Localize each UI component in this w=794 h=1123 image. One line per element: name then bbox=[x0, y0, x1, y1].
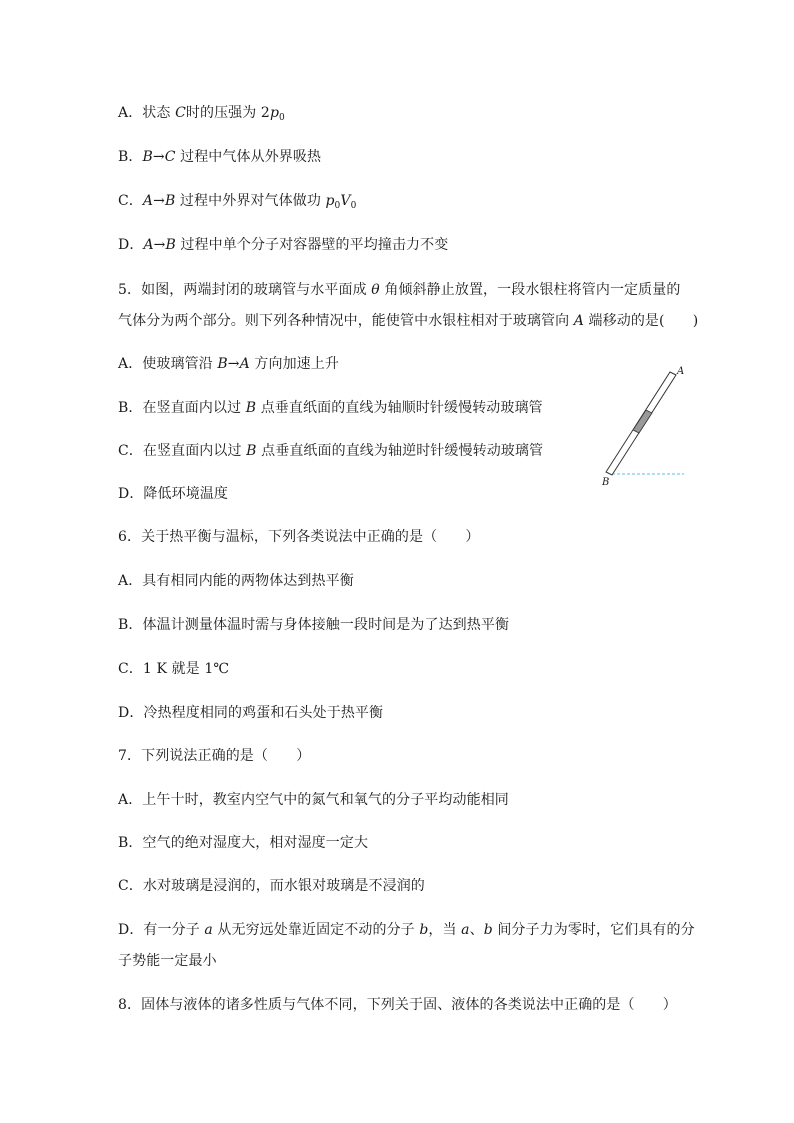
q8-stem: 8．固体与液体的诸多性质与气体不同，下列关于固、液体的各类说法中正确的是（ ） bbox=[118, 997, 677, 1013]
q5-option-b: B．在竖直面内以过 B 点垂直纸面的直线为轴顺时针缓慢转动玻璃管 bbox=[118, 400, 543, 416]
q4-option-d: D．A→B 过程中单个分子对容器壁的平均撞击力不变 bbox=[118, 237, 449, 253]
label-a: A bbox=[677, 366, 685, 377]
q6-stem: 6．关于热平衡与温标，下列各类说法中正确的是（ ） bbox=[118, 529, 480, 545]
q5-option-d: D．降低环境温度 bbox=[118, 486, 229, 502]
q7-option-d-line-1: D．有一分子 a 从无穷远处靠近固定不动的分子 b，当 a、b 间分子力为零时，它们具有的分 bbox=[118, 922, 695, 938]
q4-option-a: A．状态 C时的压强为 $2p_0$ bbox=[118, 105, 285, 123]
q7-option-a: A．上午十时，教室内空气中的氮气和氧气的分子平均动能相同 bbox=[118, 792, 509, 808]
q7-option-c: C．水对玻璃是浸润的，而水银对玻璃是不浸润的 bbox=[118, 878, 425, 894]
q7-stem: 7．下列说法正确的是（ ） bbox=[118, 748, 311, 764]
q5-option-a: A．使玻璃管沿 B→A 方向加速上升 bbox=[118, 356, 339, 372]
q6-option-b: B．体温计测量体温时需与身体接触一段时间是为了达到热平衡 bbox=[118, 617, 510, 633]
q6-option-a: A．具有相同内能的两物体达到热平衡 bbox=[118, 573, 354, 589]
q4-option-b: B．B→C 过程中气体从外界吸热 bbox=[118, 149, 322, 165]
q5-option-c: C．在竖直面内以过 B 点垂直纸面的直线为轴逆时针缓慢转动玻璃管 bbox=[118, 443, 544, 459]
q5-stem-line-1: 5．如图，两端封闭的玻璃管与水平面成 θ 角倾斜静止放置，一段水银柱将管内一定质量的 bbox=[118, 282, 681, 298]
q7-option-b: B．空气的绝对湿度大，相对湿度一定大 bbox=[118, 835, 369, 851]
q7-option-d-line-2: 子势能一定最小 bbox=[118, 953, 217, 969]
mercury-column bbox=[633, 410, 652, 433]
q6-option-d: D．冷热程度相同的鸡蛋和石头处于热平衡 bbox=[118, 705, 384, 721]
q5-stem-line-2: 气体分为两个部分。则下列各种情况中，能使管中水银柱相对于玻璃管向 A 端移动的是( ) bbox=[118, 313, 699, 329]
label-b: B bbox=[602, 477, 610, 487]
tube-diagram bbox=[598, 365, 690, 487]
q4-option-c: C．A→B 过程中外界对气体做功 $p_0V_0$ bbox=[118, 193, 357, 211]
q6-option-c: C．1 K 就是 1℃ bbox=[118, 661, 230, 677]
